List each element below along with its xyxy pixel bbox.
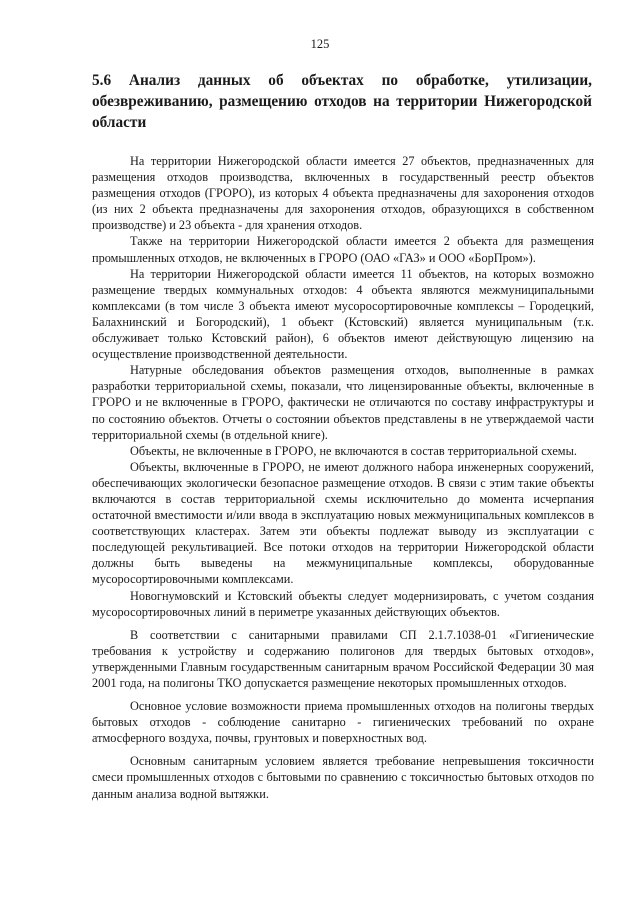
paragraph: На территории Нижегородской области имеется 27 объектов, предназначенных для размещения отходов производства, включенных в государственный реестр объектов размещения отходов (ГРОРО), из которых 4 объекта предназначены для захоронения отходов (из них 2 объекта предназначены для захоронения отходов, образующихся в собственном производстве) и 23 объекта - для хранения отходов.: [92, 154, 594, 233]
paragraph: Объекты, не включенные в ГРОРО, не включаются в состав территориальной схемы.: [130, 443, 577, 458]
page-number: 125: [310, 37, 330, 51]
section-heading: 5.6 Анализ данных об объектах по обработке, утилизации, обезвреживанию, размещению отходов на территории Нижегородской области: [92, 72, 592, 131]
paragraph: Также на территории Нижегородской области имеется 2 объекта для размещения промышленных отходов, не включенных в ГРОРО (ОАО «ГАЗ» и ООО «БорПром»).: [92, 234, 594, 265]
paragraph: Объекты, включенные в ГРОРО, не имеют должного набора инженерных сооружений, обеспечивающих экологически безопасное размещение отходов. В связи с этим такие объекты включаются в состав территориальной схемы исключительно до момента исчерпания остаточной вместимости и/или ввода в эксплуатацию новых межмуниципальных комплексов в соответствующих кластерах. Затем эти объекты подлежат выводу из эксплуатации с последующей рекультивацией. Все потоки отходов на территории Нижегородской области должны быть выведены на межмуниципальные комплексы, оборудованные мусоросортировочными комплексами.: [92, 459, 594, 587]
paragraph: Натурные обследования объектов размещения отходов, выполненные в рамках разработки территориальной схемы, показали, что лицензированные объекты, включенные в ГРОРО и не включенные в ГРОРО, фактически не отличаются по составу инфраструктуры и по состоянию объектов. Отчеты о состоянии объектов представлены в не утверждаемой части территориальной схемы (в отдельной книге).: [92, 363, 594, 442]
paragraph: Основным санитарным условием является требование непревышения токсичности смеси промышленных отходов с бытовыми по сравнению с токсичностью бытовых отходов по данным анализа водной вытяжки.: [92, 754, 594, 801]
paragraph: В соответствии с санитарными правилами СП 2.1.7.1038-01 «Гигиенические требования к устройству и содержанию полигонов для твердых бытовых отходов», утвержденными Главным государственным санитарным врачом Российской Федерации 30 мая 2001 года, на полигоны ТКО допускается размещение некоторых промышленных отходов.: [92, 627, 594, 690]
paragraph: Новогнумовский и Кстовский объекты следует модернизировать, с учетом создания мусоросортировочных линий в периметре указанных действующих объектов.: [92, 588, 594, 619]
body-text: [92, 153, 594, 802]
paragraph: На территории Нижегородской области имеется 11 объектов, на которых возможно размещение твердых коммунальных отходов: 4 объекта являются межмуниципальными комплексами (в том числе 3 объекта имеют мусоросортировочные комплексы – Городецкий, Балахнинский и Богородский), 1 объект (Кстовский) является муниципальным (т.к. обслуживает только Кстовский район), 6 объектов имеют действующую лицензию на осуществление производственной деятельности.: [92, 266, 594, 362]
paragraph: Основное условие возможности приема промышленных отходов на полигоны твердых бытовых отходов - соблюдение санитарно - гигиенических требований по охране атмосферного воздуха, почвы, грунтовых и поверхностных вод.: [92, 699, 594, 746]
